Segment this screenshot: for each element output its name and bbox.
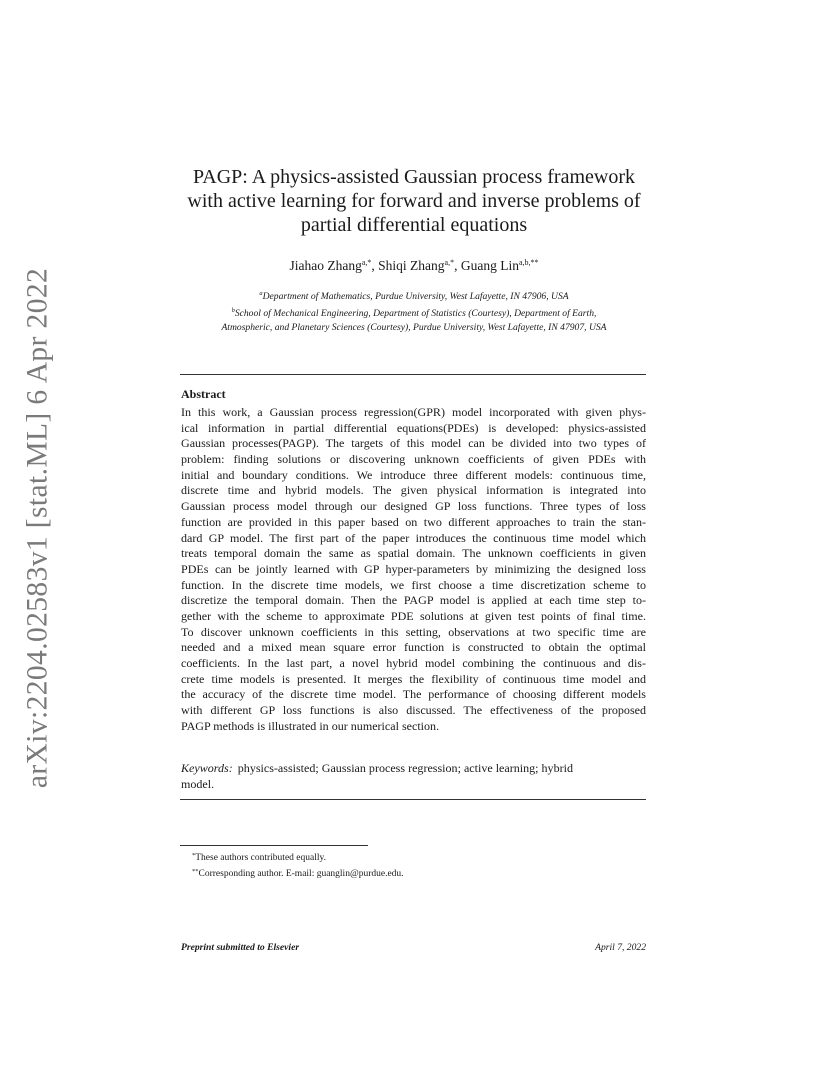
title-line: partial differential equations	[300, 214, 528, 236]
keywords-label: Keywords:	[181, 761, 233, 775]
author-separator: ,	[371, 258, 379, 273]
affiliation-b: $^b$School of Mechanical Engineering, Department of Statistics (Courtesy), Department of Earth,	[231, 307, 597, 319]
affiliation-a: $^a$Department of Mathematics, Purdue University, West Lafayette, IN 47906, USA	[259, 290, 569, 302]
abstract-line: Gaussian process model through our designed GP loss functions. Three types of loss	[181, 499, 646, 514]
footer-date: April 7, 2022	[595, 942, 646, 953]
abstract-line: with different GP loss functions is also discussed. The effectiveness of the proposed	[181, 703, 646, 718]
author-list	[150, 258, 678, 274]
affiliation-b-continued: Atmospheric, and Planetary Sciences (Courtesy), Purdue University, West Lafayette, IN 47907, USA	[221, 322, 607, 333]
abstract-line: ical information in partial differential equations(PDEs) is developed: physics-assisted	[181, 420, 646, 435]
abstract-body	[181, 405, 646, 734]
author-affiliation-mark: a,*	[361, 258, 372, 267]
footnote-rule	[180, 845, 368, 846]
keywords-line-continued: model.	[181, 777, 215, 791]
abstract-line: In this work, a Gaussian process regression(GPR) model incorporated with given phys-	[181, 405, 646, 419]
author-name: Guang Lin	[460, 258, 519, 273]
keywords-text: physics-assisted; Gaussian process regression; active learning; hybrid	[237, 761, 573, 775]
footnote-corresponding-author: **Corresponding author. E-mail: guanglin@purdue.edu.	[192, 868, 404, 879]
abstract-top-rule	[180, 374, 646, 375]
abstract-line: treats temporal domain the same as spatial domain. The unknown coefficients in given	[181, 546, 646, 561]
affiliations	[150, 287, 678, 335]
author-separator: ,	[454, 258, 461, 273]
abstract-line: function are provided in this paper based on two different approaches to train the stan-	[181, 514, 646, 529]
abstract-line: the accuracy of the discrete time model. The performance of choosing different models	[181, 687, 646, 702]
abstract-line: Gaussian processes(PAGP). The targets of this model can be divided into two types of	[181, 436, 646, 451]
author-affiliation-mark: a,b,**	[518, 258, 539, 267]
arxiv-identifier: arXiv:2204.02583v1 [stat.ML] 6 Apr 2022	[21, 267, 54, 789]
abstract-line: discrete time and hybrid models. The given physical information is integrated into	[181, 483, 646, 498]
abstract-line: PDEs can be jointly learned with GP hyper-parameters by minimizing the designed loss	[181, 561, 646, 576]
abstract-line: needed and a mixed mean square error function is constructed to obtain the optimal	[181, 640, 646, 655]
keywords-line	[181, 760, 646, 776]
abstract-line: problem: finding solutions or discovering unknown coefficients of given PDEs with	[181, 452, 646, 467]
paper-title	[150, 165, 678, 237]
abstract-line: PAGP methods is illustrated in our numerical section.	[181, 718, 440, 733]
abstract-line: initial and boundary conditions. We introduce three different models: continuous time,	[181, 467, 646, 482]
abstract-line: discretize the temporal domain. Then the PAGP model is applied at each time step to-	[181, 593, 646, 608]
author-name: Shiqi Zhang	[378, 258, 445, 273]
author-name: Jiahao Zhang	[289, 258, 362, 273]
keywords	[181, 760, 646, 792]
arxiv-side-stamp	[18, 267, 58, 789]
footer-preprint-note: Preprint submitted to Elsevier	[181, 942, 300, 953]
footnote-equal-contribution: *These authors contributed equally.	[192, 852, 327, 863]
abstract-bottom-rule	[180, 799, 646, 800]
abstract-line: To discover unknown coefficients in this setting, observations at two specific time are	[181, 624, 646, 639]
title-line: PAGP: A physics-assisted Gaussian process framework	[192, 166, 635, 188]
title-line: with active learning for forward and inverse problems of	[187, 190, 641, 212]
author-affiliation-mark: a,*	[444, 258, 455, 267]
abstract-line: function. In the discrete time models, we first choose a time discretization scheme to	[181, 577, 646, 592]
abstract-line: dard GP model. The first part of the paper introduces the continuous time model which	[181, 530, 646, 545]
abstract-heading: Abstract	[181, 387, 226, 401]
abstract-line: coefficients. In the last part, a novel hybrid model combining the continuous and dis-	[181, 656, 646, 670]
abstract-line: gether with the scheme to approximate PDE solutions at given test points of final time.	[181, 608, 646, 623]
abstract-line: crete time models is presented. It merges the flexibility of continuous time model and	[181, 671, 646, 686]
footnotes	[192, 849, 404, 881]
